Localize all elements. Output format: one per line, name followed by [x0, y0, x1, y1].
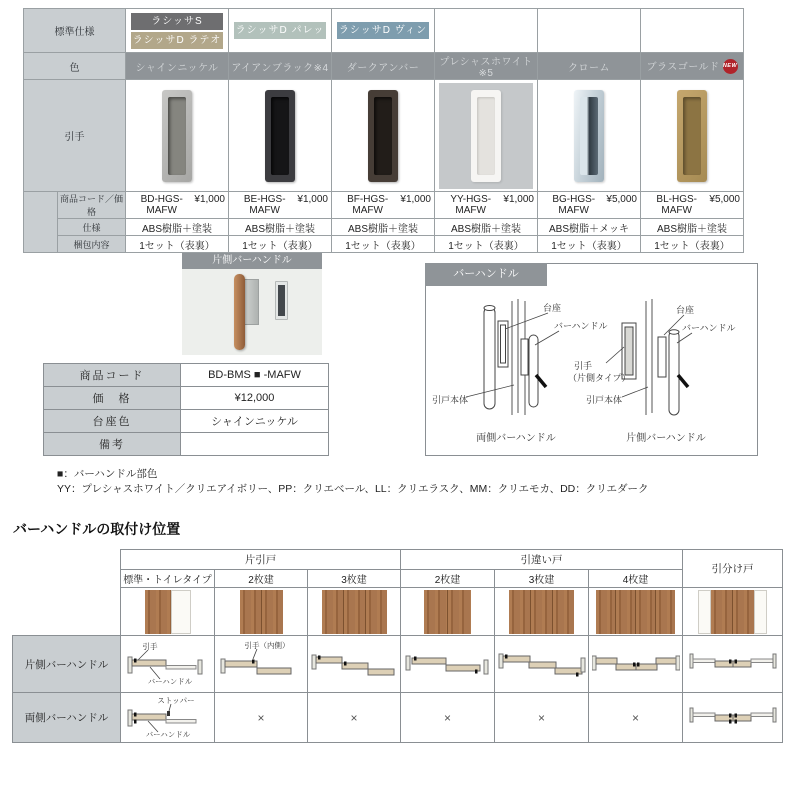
diagram-label-bar: バーハンドル [147, 677, 192, 686]
sub-header: 4枚建 [589, 570, 683, 588]
series-cell-empty [435, 9, 538, 53]
diagram-label-hikite: 引手 [142, 642, 157, 651]
material-cell: ABS樹脂＋塗装 [229, 219, 332, 236]
color-name: アイアンブラック※4 [231, 62, 329, 74]
package-cell: 1セット（表裏） [435, 236, 538, 253]
spec-value: BD-BMS ■ -MAFW [181, 364, 329, 387]
product-image-cell [641, 80, 744, 192]
label-bar-left: バーハンドル [554, 321, 608, 331]
diagram-label-hikite-inner: 引手（内側） [244, 641, 290, 650]
sub-header: 標準・トイレタイプ [121, 570, 215, 588]
product-image-cell [538, 80, 641, 192]
mount-diagram-bypass-2panel [404, 639, 492, 689]
product-image-cell [435, 80, 538, 192]
product-code: BF-HGS-MAFW [347, 194, 389, 216]
caption-one-side: 片側バーハンドル [626, 433, 706, 444]
one-side-bar-handle-title: 片側バーハンドル [182, 253, 322, 269]
bar-handle-spec-table [43, 363, 329, 456]
package-cell: 1セット（表裏） [641, 236, 744, 253]
spec-label: 備考 [44, 433, 181, 456]
label-daiza-left: 台座 [543, 303, 562, 313]
spec-value: シャインニッケル [181, 410, 329, 433]
door-thumb-bypass-3panel [495, 589, 588, 635]
mounting-position-table [12, 549, 783, 743]
code-price-cell [538, 192, 641, 219]
diagram-label-bar: バーハンドル [145, 729, 190, 739]
cross-mark: × [632, 710, 640, 725]
product-price: ¥1,000 [400, 194, 431, 205]
mount-diagram-2panel [217, 639, 305, 689]
label-hikite-line1: 引手 [574, 361, 593, 371]
spec-value [181, 433, 329, 456]
row-header-code-price: 商品コード／価格 [58, 192, 126, 219]
wooden-bar-handle [234, 274, 245, 350]
product-price: ¥1,000 [194, 194, 225, 205]
color-name-cell [229, 53, 332, 80]
product-price: ¥1,000 [297, 194, 328, 205]
door-image-cell [401, 588, 495, 636]
door-image-cell [121, 588, 215, 636]
mount-diagram-standard [124, 639, 212, 689]
color-name-cell [126, 53, 229, 80]
product-image-cell [332, 80, 435, 192]
door-thumb-split [683, 589, 782, 635]
mount-diagram-cell [589, 636, 683, 693]
mount-diagram-split [689, 639, 777, 689]
color-name: プレシャスホワイト ※5 [439, 57, 533, 79]
pull-handle-image-chrome [574, 90, 604, 182]
product-image-cell [229, 80, 332, 192]
package-cell: 1セット（表裏） [538, 236, 641, 253]
sub-header: 2枚建 [401, 570, 495, 588]
door-thumb-3panel [308, 589, 400, 635]
product-price: ¥5,000 [606, 194, 637, 205]
mount-diagram-3panel [310, 639, 398, 689]
series-cell-empty [538, 9, 641, 53]
caption-both-side: 両側バーハンドル [476, 433, 556, 444]
label-door-body-left: 引戸本体 [432, 395, 469, 405]
door-image-cell [308, 588, 401, 636]
package-cell: 1セット（表裏） [126, 236, 229, 253]
row-header-color: 色 [24, 53, 126, 80]
row-header-material: 仕様 [58, 219, 126, 236]
empty-cell [13, 550, 121, 570]
door-thumb-bypass-4panel [589, 589, 682, 635]
label-daiza-right: 台座 [676, 305, 695, 315]
footnote-bar-handle-color: ■：バーハンドル部色 [57, 468, 158, 480]
label-door-body-right: 引戸本体 [586, 395, 623, 405]
recessed-pull-image [275, 281, 288, 320]
code-price-cell [229, 192, 332, 219]
series-chip-lasissa-s: ラシッサS [131, 13, 223, 30]
door-image-cell [215, 588, 308, 636]
bar-handle-diagram-box [425, 263, 758, 456]
pull-handle-image-brass-gold [677, 90, 707, 182]
mount-diagram-both-standard [124, 694, 212, 742]
color-name: シャインニッケル [135, 62, 219, 74]
color-name-cell [641, 53, 744, 80]
row-header-pull-handle: 引手 [24, 80, 126, 192]
color-name: ブラスゴールド [646, 61, 720, 73]
precious-white-background-panel [439, 83, 533, 189]
door-thumb-standard [121, 589, 214, 635]
sub-header: 3枚建 [308, 570, 401, 588]
product-image-cell [126, 80, 229, 192]
not-available-cell [215, 693, 308, 743]
bar-handle-diagram [426, 287, 757, 453]
package-cell: 1セット（表裏） [229, 236, 332, 253]
color-name-cell [538, 53, 641, 80]
pull-handle-image-dark-amber [368, 90, 398, 182]
material-cell: ABS樹脂＋メッキ [538, 219, 641, 236]
group-header-bypass-sliding: 引違い戸 [401, 550, 683, 570]
code-price-cell [435, 192, 538, 219]
not-available-cell [495, 693, 589, 743]
spec-label: 商品コード [44, 364, 181, 387]
series-chip-lasissa-d-vintia: ラシッサD ヴィンティア [337, 22, 429, 39]
material-cell: ABS樹脂＋塗装 [641, 219, 744, 236]
series-cell-3 [332, 9, 435, 53]
color-name-cell [332, 53, 435, 80]
door-image-cell [683, 588, 783, 636]
material-cell: ABS樹脂＋塗装 [332, 219, 435, 236]
series-chip-lasissa-d-palette: ラシッサD パレット [234, 22, 326, 39]
row-label-both-side: 両側バーハンドル [13, 693, 121, 743]
not-available-cell [589, 693, 683, 743]
color-name: ダークアンバー [346, 62, 420, 74]
product-code: BE-HGS-MAFW [243, 194, 286, 216]
empty-cell [13, 588, 121, 636]
sub-header: 2枚建 [215, 570, 308, 588]
package-cell: 1セット（表裏） [332, 236, 435, 253]
not-available-cell [401, 693, 495, 743]
door-image-cell [495, 588, 589, 636]
cross-mark: × [538, 710, 546, 725]
not-available-cell [308, 693, 401, 743]
product-code: BL-HGS-MAFW [656, 194, 697, 216]
series-cell-2 [229, 9, 332, 53]
material-cell: ABS樹脂＋塗装 [435, 219, 538, 236]
series-chip-lasissa-d-lateo: ラシッサD ラテオ [131, 32, 223, 49]
spec-label: 価 格 [44, 387, 181, 410]
group-header-single-sliding: 片引戸 [121, 550, 401, 570]
mount-diagram-cell [215, 636, 308, 693]
mount-diagram-bypass-3panel [498, 639, 586, 689]
series-cell-empty [641, 9, 744, 53]
row-label-one-side: 片側バーハンドル [13, 636, 121, 693]
group-header-split-sliding: 引分け戸 [683, 550, 783, 588]
label-hikite-line2: （片側タイプ） [568, 373, 631, 383]
mount-diagram-cell [683, 693, 783, 743]
color-name: クローム [568, 62, 610, 74]
mount-diagram-cell [121, 636, 215, 693]
diagram-label-stopper: ストッパー [156, 695, 195, 705]
cross-mark: × [350, 710, 358, 725]
color-name-cell [435, 53, 538, 80]
product-code: BG-HGS-MAFW [552, 194, 596, 216]
row-header-package: 梱包内容 [58, 236, 126, 253]
mount-diagram-cell [121, 693, 215, 743]
cross-mark: × [444, 710, 452, 725]
pull-handle-spec-table [23, 8, 744, 253]
sub-header: 3枚建 [495, 570, 589, 588]
material-cell: ABS樹脂＋塗装 [126, 219, 229, 236]
bar-handle-title-tab: バーハンドル [425, 263, 547, 286]
pull-handle-image-shine-nickel [162, 90, 192, 182]
door-thumb-2panel [215, 589, 307, 635]
mount-diagram-cell [401, 636, 495, 693]
mount-diagram-cell [495, 636, 589, 693]
mount-diagram-bypass-4panel [592, 639, 680, 689]
code-price-cell [332, 192, 435, 219]
spec-value: ¥12,000 [181, 387, 329, 410]
label-bar-right: バーハンドル [682, 323, 736, 333]
product-price: ¥1,000 [503, 194, 534, 205]
pull-handle-image-precious-white [471, 90, 501, 182]
product-price: ¥5,000 [709, 194, 740, 205]
footnote-color-codes: YY：プレシャスホワイト／クリエアイボリー、PP：クリエベール、LL：クリエラスク、MM：クリエモカ、DD：クリエダーク [57, 483, 649, 495]
code-price-cell [641, 192, 744, 219]
spec-label: 台座色 [44, 410, 181, 433]
mount-diagram-cell [683, 636, 783, 693]
door-image-cell [589, 588, 683, 636]
header-filler-strip [24, 192, 58, 253]
product-code: YY-HGS-MAFW [450, 194, 492, 216]
empty-cell [13, 570, 121, 588]
one-side-bar-handle-image [182, 269, 322, 355]
new-badge: NEW [723, 59, 738, 74]
mount-diagram-cell [308, 636, 401, 693]
door-thumb-bypass-2panel [401, 589, 494, 635]
pull-handle-image-iron-black [265, 90, 295, 182]
code-price-cell [126, 192, 229, 219]
cross-mark: × [257, 710, 265, 725]
mounting-position-title: バーハンドルの取付け位置 [13, 521, 181, 537]
row-header-standard-spec: 標準仕様 [24, 9, 126, 53]
product-code: BD-HGS-MAFW [140, 194, 183, 216]
series-cell-1 [126, 9, 229, 53]
mount-diagram-both-split [689, 694, 777, 742]
